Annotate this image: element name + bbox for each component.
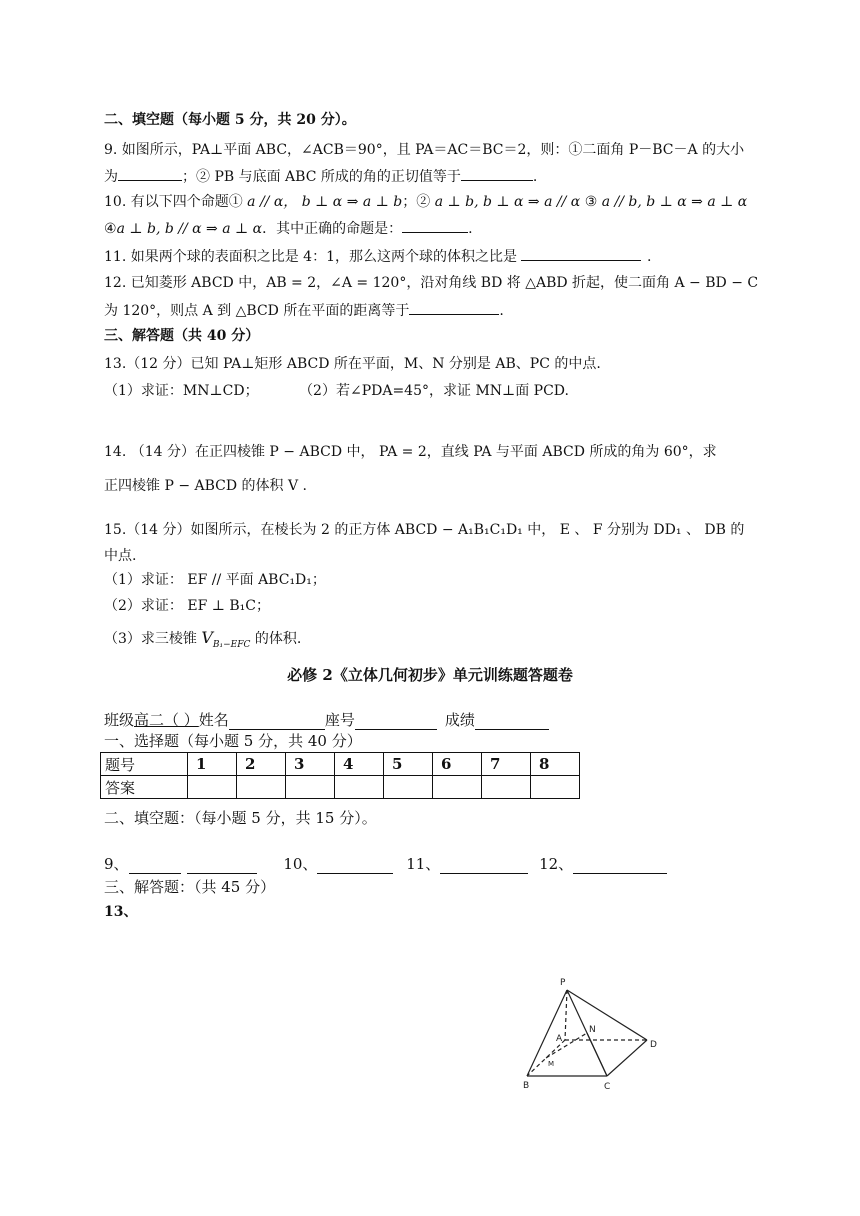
blank-10-field[interactable] bbox=[317, 857, 393, 874]
q15-part2: （2）求证： EF ⊥ B₁C； bbox=[104, 598, 270, 614]
q10-intro: 10. 有以下四个命题① bbox=[104, 194, 243, 210]
score-label: 成绩 bbox=[444, 711, 475, 729]
q13-part2: （2）若∠PDA=45°，求证 MN⊥面 PCD. bbox=[299, 383, 569, 399]
q10-prop-4: a ⊥ b, b // α ⇒ a ⊥ α bbox=[116, 221, 263, 237]
label-m: M bbox=[548, 1060, 555, 1068]
answer-q13-label: 13、 bbox=[104, 904, 138, 920]
answer-cell[interactable] bbox=[384, 776, 433, 799]
answer-cell[interactable] bbox=[188, 776, 237, 799]
table-row-answers bbox=[101, 776, 580, 799]
q14-line1: 14. （14 分）在正四棱锥 P − ABCD 中， PA = 2，直线 PA 与平面 ABCD 所成的角为 60°，求 bbox=[104, 444, 717, 460]
label-a: A bbox=[556, 1034, 563, 1044]
q15-line1: 15.（14 分）如图所示，在棱长为 2 的正方体 ABCD − A₁B₁C₁D₁ 中， E 、 F 分别为 DD₁ 、 DB 的 bbox=[104, 522, 745, 538]
q15-part3 bbox=[104, 628, 301, 655]
section-fill-blank-title: 二、填空题（每小题 5 分，共 20 分）。 bbox=[104, 112, 356, 128]
q11-text: 11. 如果两个球的表面积之比是 4：1，那么这两个球的体积之比是 bbox=[104, 249, 517, 265]
solve-section-title: 三、解答题：（共 45 分） bbox=[104, 878, 276, 896]
blank-10-label: 10、 bbox=[283, 855, 318, 873]
choice-section-title: 一、选择题（每小题 5 分，共 40 分） bbox=[104, 732, 362, 750]
edge-pa bbox=[565, 990, 567, 1040]
pyramid-figure bbox=[515, 970, 695, 1100]
name-field[interactable] bbox=[229, 713, 325, 730]
blank-9-label: 9、 bbox=[104, 855, 129, 873]
q10-line2 bbox=[104, 218, 473, 239]
q13-part1: （1）求证：MN⊥CD； bbox=[104, 383, 259, 399]
q10-sep-2: ；② bbox=[402, 194, 431, 210]
answer-cell[interactable] bbox=[433, 776, 482, 799]
q14-line2: 正四棱锥 P − ABCD 的体积 V . bbox=[104, 478, 308, 494]
answer-sheet-title: 必修 2《立体几何初步》单元训练题答题卷 bbox=[287, 666, 573, 684]
q10-question: ．其中正确的命题是： bbox=[262, 221, 403, 237]
fill-section-title: 二、填空题：（每小题 5 分，共 15 分）。 bbox=[104, 809, 377, 827]
label-c: C bbox=[604, 1082, 611, 1092]
table-cell-number: 1 bbox=[188, 753, 237, 776]
class-field[interactable]: 高二（ ） bbox=[134, 711, 199, 729]
q10-prop-3: a // b, b ⊥ α ⇒ a ⊥ α bbox=[601, 194, 748, 210]
name-label: 姓名 bbox=[198, 711, 229, 729]
q10-line1 bbox=[104, 192, 747, 212]
q15-part3-text: （3）求三棱锥 bbox=[104, 631, 202, 647]
answer-cell[interactable] bbox=[482, 776, 531, 799]
q9-blank-2[interactable] bbox=[461, 166, 533, 181]
blank-9a-field[interactable] bbox=[129, 857, 181, 874]
table-row-numbers bbox=[101, 753, 580, 776]
q12-line2 bbox=[104, 300, 504, 321]
answer-cell[interactable] bbox=[531, 776, 580, 799]
q15-volume-symbol: V bbox=[201, 628, 213, 647]
q10-blank[interactable] bbox=[402, 218, 468, 233]
table-cell-number: 5 bbox=[384, 753, 433, 776]
q15-line2: 中点. bbox=[104, 548, 137, 564]
blank-11-field[interactable] bbox=[440, 857, 528, 874]
label-d: D bbox=[650, 1040, 657, 1050]
score-field[interactable] bbox=[475, 713, 549, 730]
q9-text-a: 为 bbox=[104, 169, 118, 185]
q12-text: 为 120°，则点 A 到 △BCD 所在平面的距离等于 bbox=[104, 303, 410, 319]
q11-end: . bbox=[646, 249, 652, 265]
q13-parts bbox=[104, 381, 569, 401]
q10-sep-3: ③ bbox=[584, 194, 598, 210]
answer-cell[interactable] bbox=[286, 776, 335, 799]
q9-text-c: . bbox=[532, 169, 538, 185]
blank-11-label: 11、 bbox=[406, 855, 441, 873]
q9-line2 bbox=[104, 166, 537, 187]
table-cell-number: 2 bbox=[237, 753, 286, 776]
segment-mn bbox=[546, 1033, 587, 1058]
answer-cell[interactable] bbox=[237, 776, 286, 799]
answer-cell[interactable] bbox=[335, 776, 384, 799]
student-info-line bbox=[104, 710, 549, 730]
table-head-answer: 答案 bbox=[101, 776, 188, 799]
seat-field[interactable] bbox=[355, 713, 437, 730]
label-p: P bbox=[560, 978, 566, 988]
edge-pb bbox=[527, 990, 567, 1076]
q10-prop-1: a // α， b ⊥ α ⇒ a ⊥ b bbox=[247, 194, 403, 210]
q9-text-b: ；② PB 与底面 ABC 所成的角的正切值等于 bbox=[182, 169, 461, 185]
q15-volume-subscript: B₁−EFC bbox=[212, 639, 251, 650]
q10-end: . bbox=[468, 221, 473, 237]
fill-blanks-line bbox=[104, 854, 667, 874]
label-b: B bbox=[523, 1081, 530, 1091]
class-label: 班级 bbox=[104, 711, 135, 729]
blank-12-field[interactable] bbox=[573, 857, 667, 874]
table-cell-number: 8 bbox=[531, 753, 580, 776]
table-cell-number: 3 bbox=[286, 753, 335, 776]
q11-line bbox=[104, 246, 651, 267]
q12-line1: 12. 已知菱形 ABCD 中，AB = 2，∠A = 120°，沿对角线 BD 将 △ABD 折起，使二面角 A − BD − C bbox=[104, 275, 759, 291]
q10-sep-4: ④ bbox=[104, 221, 117, 237]
blank-9b-field[interactable] bbox=[187, 857, 257, 874]
choice-answer-table bbox=[100, 752, 580, 799]
table-head-number: 题号 bbox=[101, 753, 188, 776]
table-cell-number: 6 bbox=[433, 753, 482, 776]
table-cell-number: 7 bbox=[482, 753, 531, 776]
q12-end: . bbox=[499, 303, 504, 319]
q12-blank[interactable] bbox=[409, 300, 499, 315]
blank-12-label: 12、 bbox=[539, 855, 574, 873]
q15-part1: （1）求证： EF // 平面 ABC₁D₁； bbox=[104, 572, 326, 588]
q11-blank[interactable] bbox=[521, 246, 641, 261]
q13-line1: 13.（12 分）已知 PA⊥矩形 ABCD 所在平面，M、N 分别是 AB、PC 的中点. bbox=[104, 356, 601, 372]
q10-prop-2: a ⊥ b, b ⊥ α ⇒ a // α bbox=[434, 194, 581, 210]
section-solve-title: 三、解答题（共 40 分） bbox=[104, 328, 260, 344]
q15-part3-end: 的体积. bbox=[250, 631, 302, 647]
q9-line1: 9. 如图所示，PA⊥平面 ABC，∠ACB＝90°，且 PA＝AC＝BC＝2，则：①二面角 P－BC－A 的大小 bbox=[104, 142, 745, 158]
table-cell-number: 4 bbox=[335, 753, 384, 776]
seat-label: 座号 bbox=[324, 711, 355, 729]
edge-cd bbox=[607, 1040, 647, 1076]
q9-blank-1[interactable] bbox=[118, 166, 182, 181]
label-n: N bbox=[589, 1025, 596, 1035]
